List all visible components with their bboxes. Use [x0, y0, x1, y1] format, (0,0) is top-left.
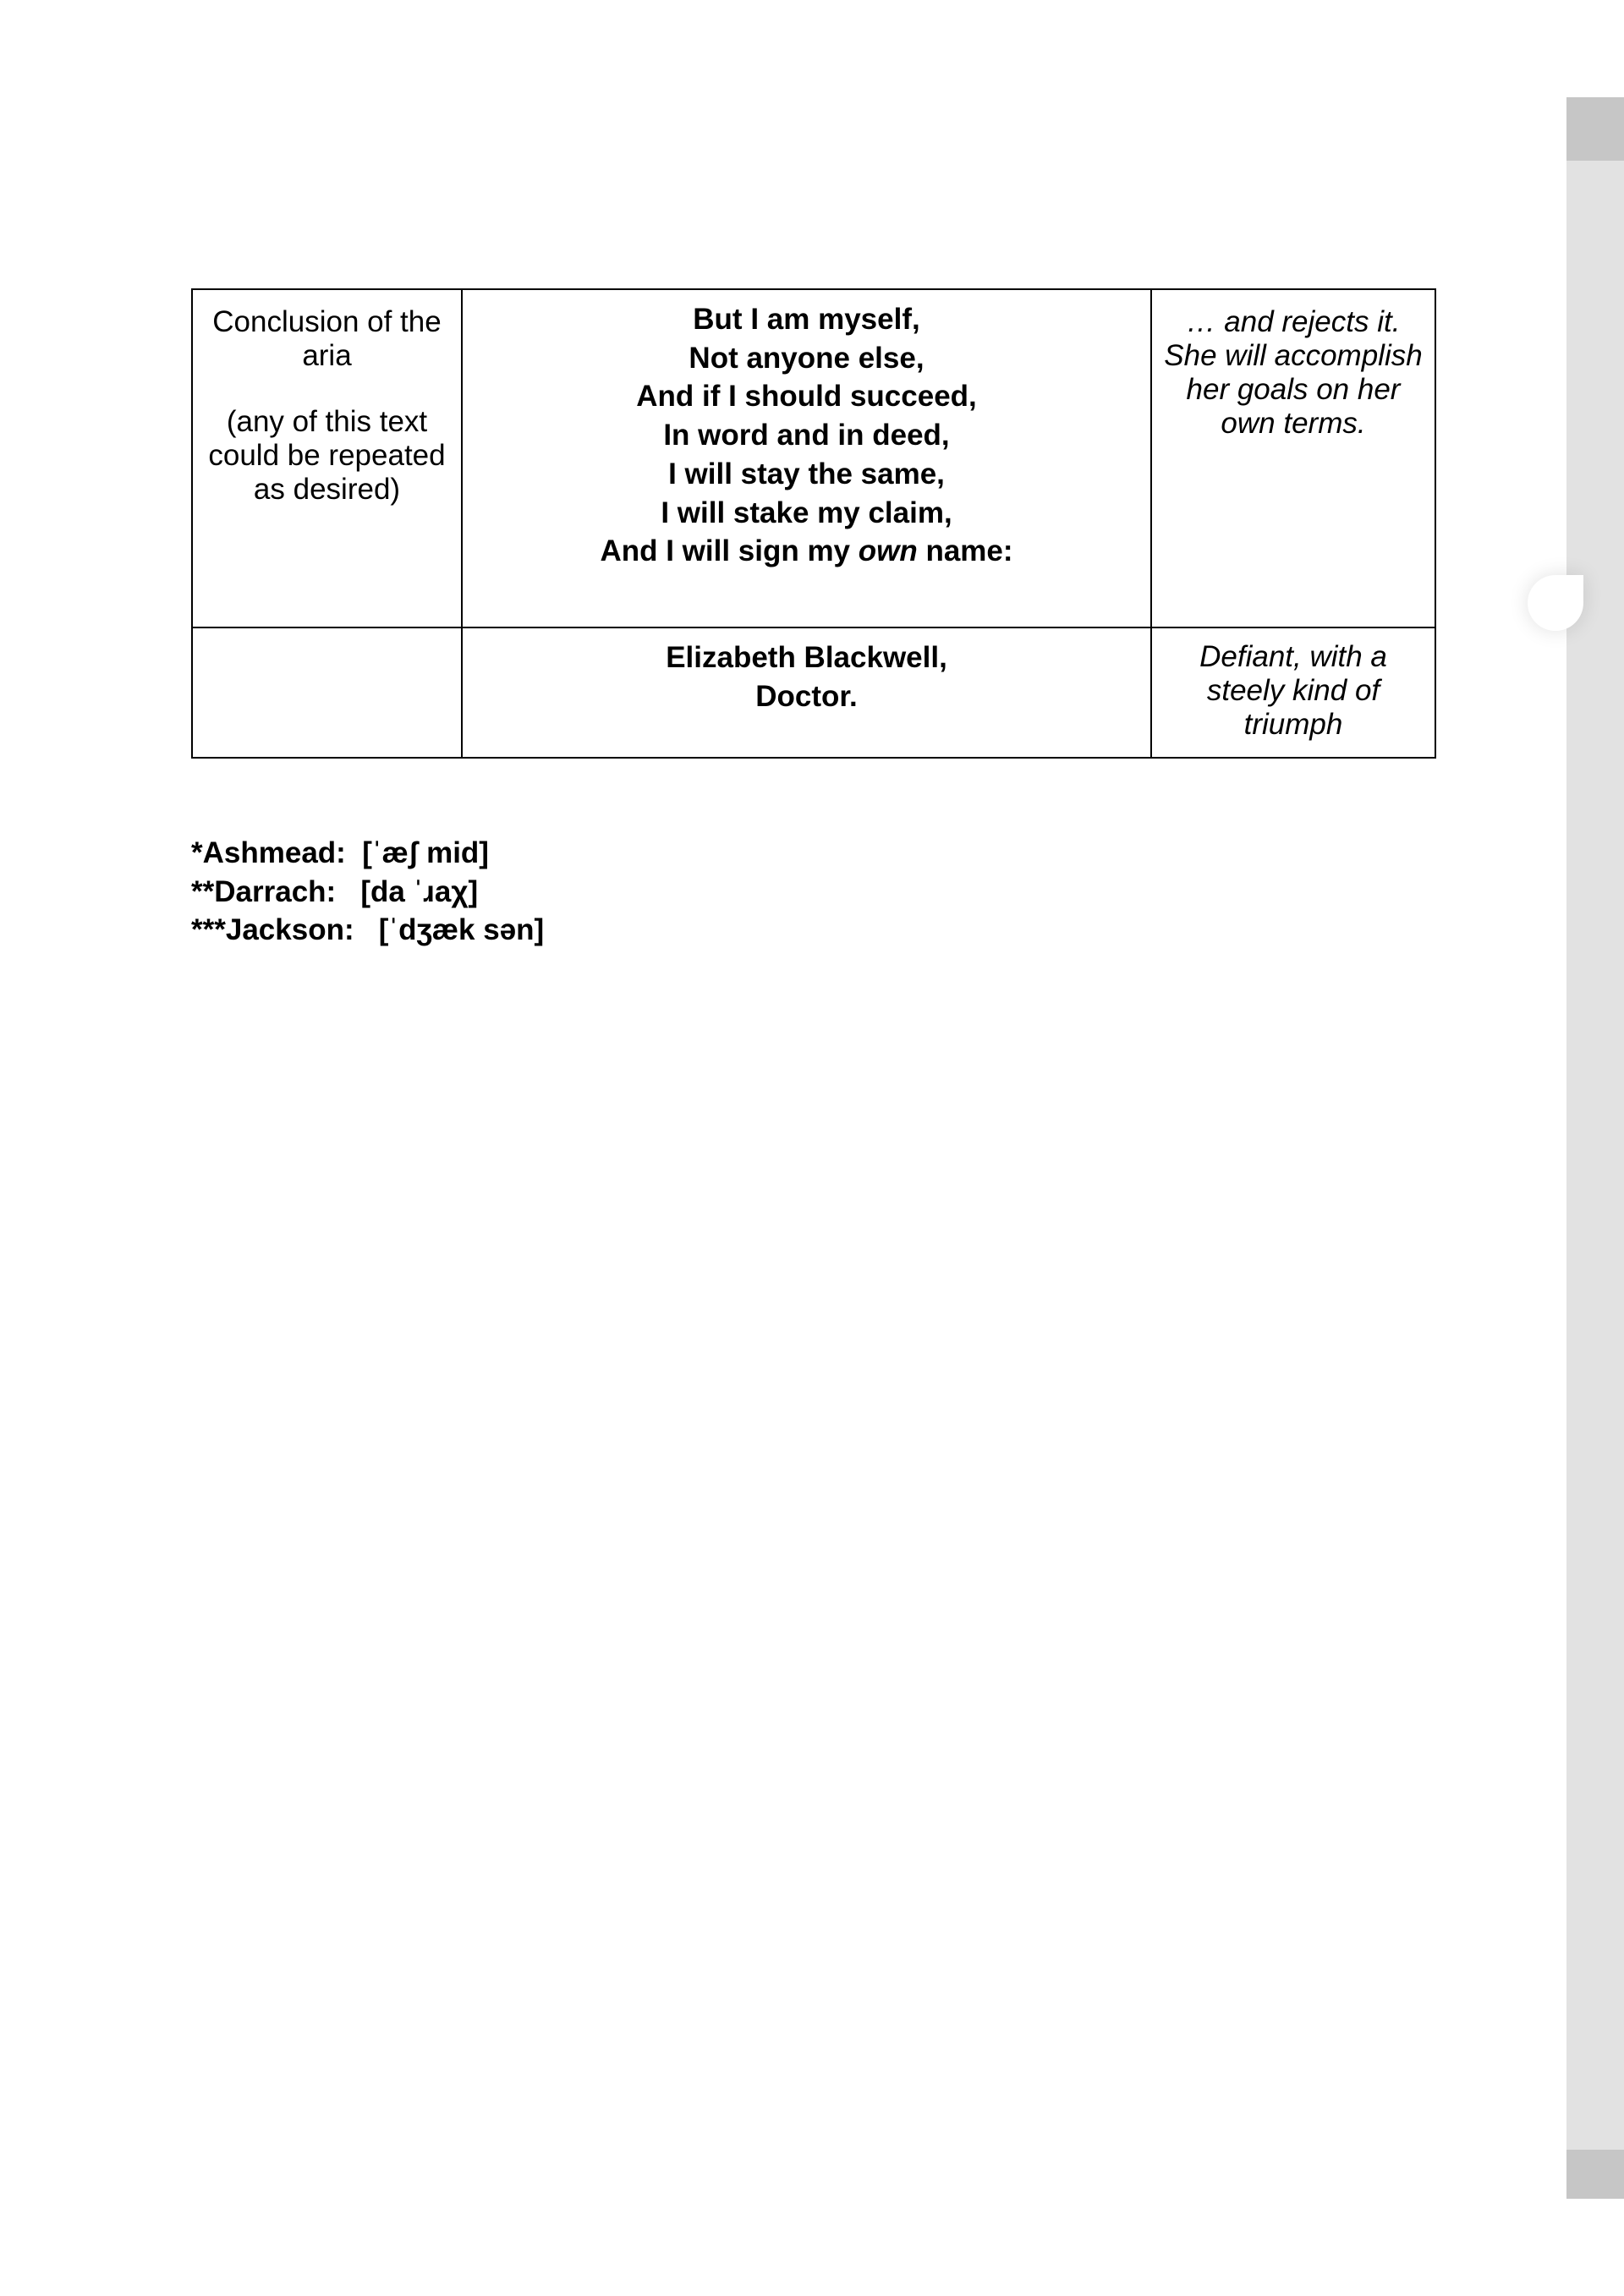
footnote-darrach: **Darrach: [da ˈɹaχ]	[191, 874, 479, 908]
lyric-line: And if I should succeed,	[636, 380, 977, 414]
lyric-emphasis: own	[858, 534, 918, 568]
floating-action-button[interactable]	[1528, 575, 1583, 631]
stage-direction-cell	[1151, 627, 1435, 758]
lyric-text: name:	[917, 534, 1013, 568]
lyric-line: In word and in deed,	[663, 419, 950, 452]
lyric-line: Elizabeth Blackwell,	[666, 641, 947, 674]
scrollbar-thumb-top[interactable]	[1566, 97, 1624, 161]
stage-direction-cell	[1151, 289, 1435, 627]
lyric-text: And I will sign my	[600, 534, 859, 568]
section-cell-empty	[192, 627, 462, 758]
section-note-line: (any of this text	[226, 405, 428, 438]
lyric-line: I will stay the same,	[668, 457, 945, 490]
section-note-line: could be repeated	[208, 439, 446, 472]
section-label-line: aria	[302, 339, 352, 372]
libretto-table	[191, 288, 1436, 759]
lyric-line-final	[471, 532, 1142, 571]
section-label-line: Conclusion of the	[212, 305, 442, 338]
lyrics-cell	[462, 627, 1151, 758]
table-row	[192, 289, 1435, 627]
footnote-jackson: ***Jackson: [ˈdʒæk sən]	[191, 913, 545, 946]
stage-direction-line: her goals on her	[1186, 373, 1401, 406]
footnote-ashmead: *Ashmead: [ˈæʃ mid]	[191, 836, 489, 869]
lyric-line: But I am myself,	[693, 303, 920, 336]
stage-direction-line: own terms.	[1221, 407, 1366, 440]
vertical-scrollbar-track[interactable]	[1566, 97, 1624, 2199]
stage-direction-line: triumph	[1243, 708, 1343, 741]
stage-direction-line: steely kind of	[1206, 674, 1380, 707]
stage-direction-line: Defiant, with a	[1199, 640, 1387, 673]
lyric-line: Not anyone else,	[689, 341, 924, 375]
lyric-line: I will stake my claim,	[661, 496, 952, 529]
table-row	[192, 627, 1435, 758]
lyrics-cell	[462, 289, 1151, 627]
scrollbar-thumb-bottom[interactable]	[1566, 2150, 1624, 2199]
section-note-line: as desired)	[253, 473, 401, 506]
stage-direction-line: … and rejects it.	[1186, 305, 1401, 338]
lyric-line: Doctor.	[755, 679, 858, 713]
stage-direction-line: She will accomplish	[1164, 339, 1423, 372]
section-cell	[192, 289, 462, 627]
pronunciation-footnotes	[191, 834, 544, 950]
